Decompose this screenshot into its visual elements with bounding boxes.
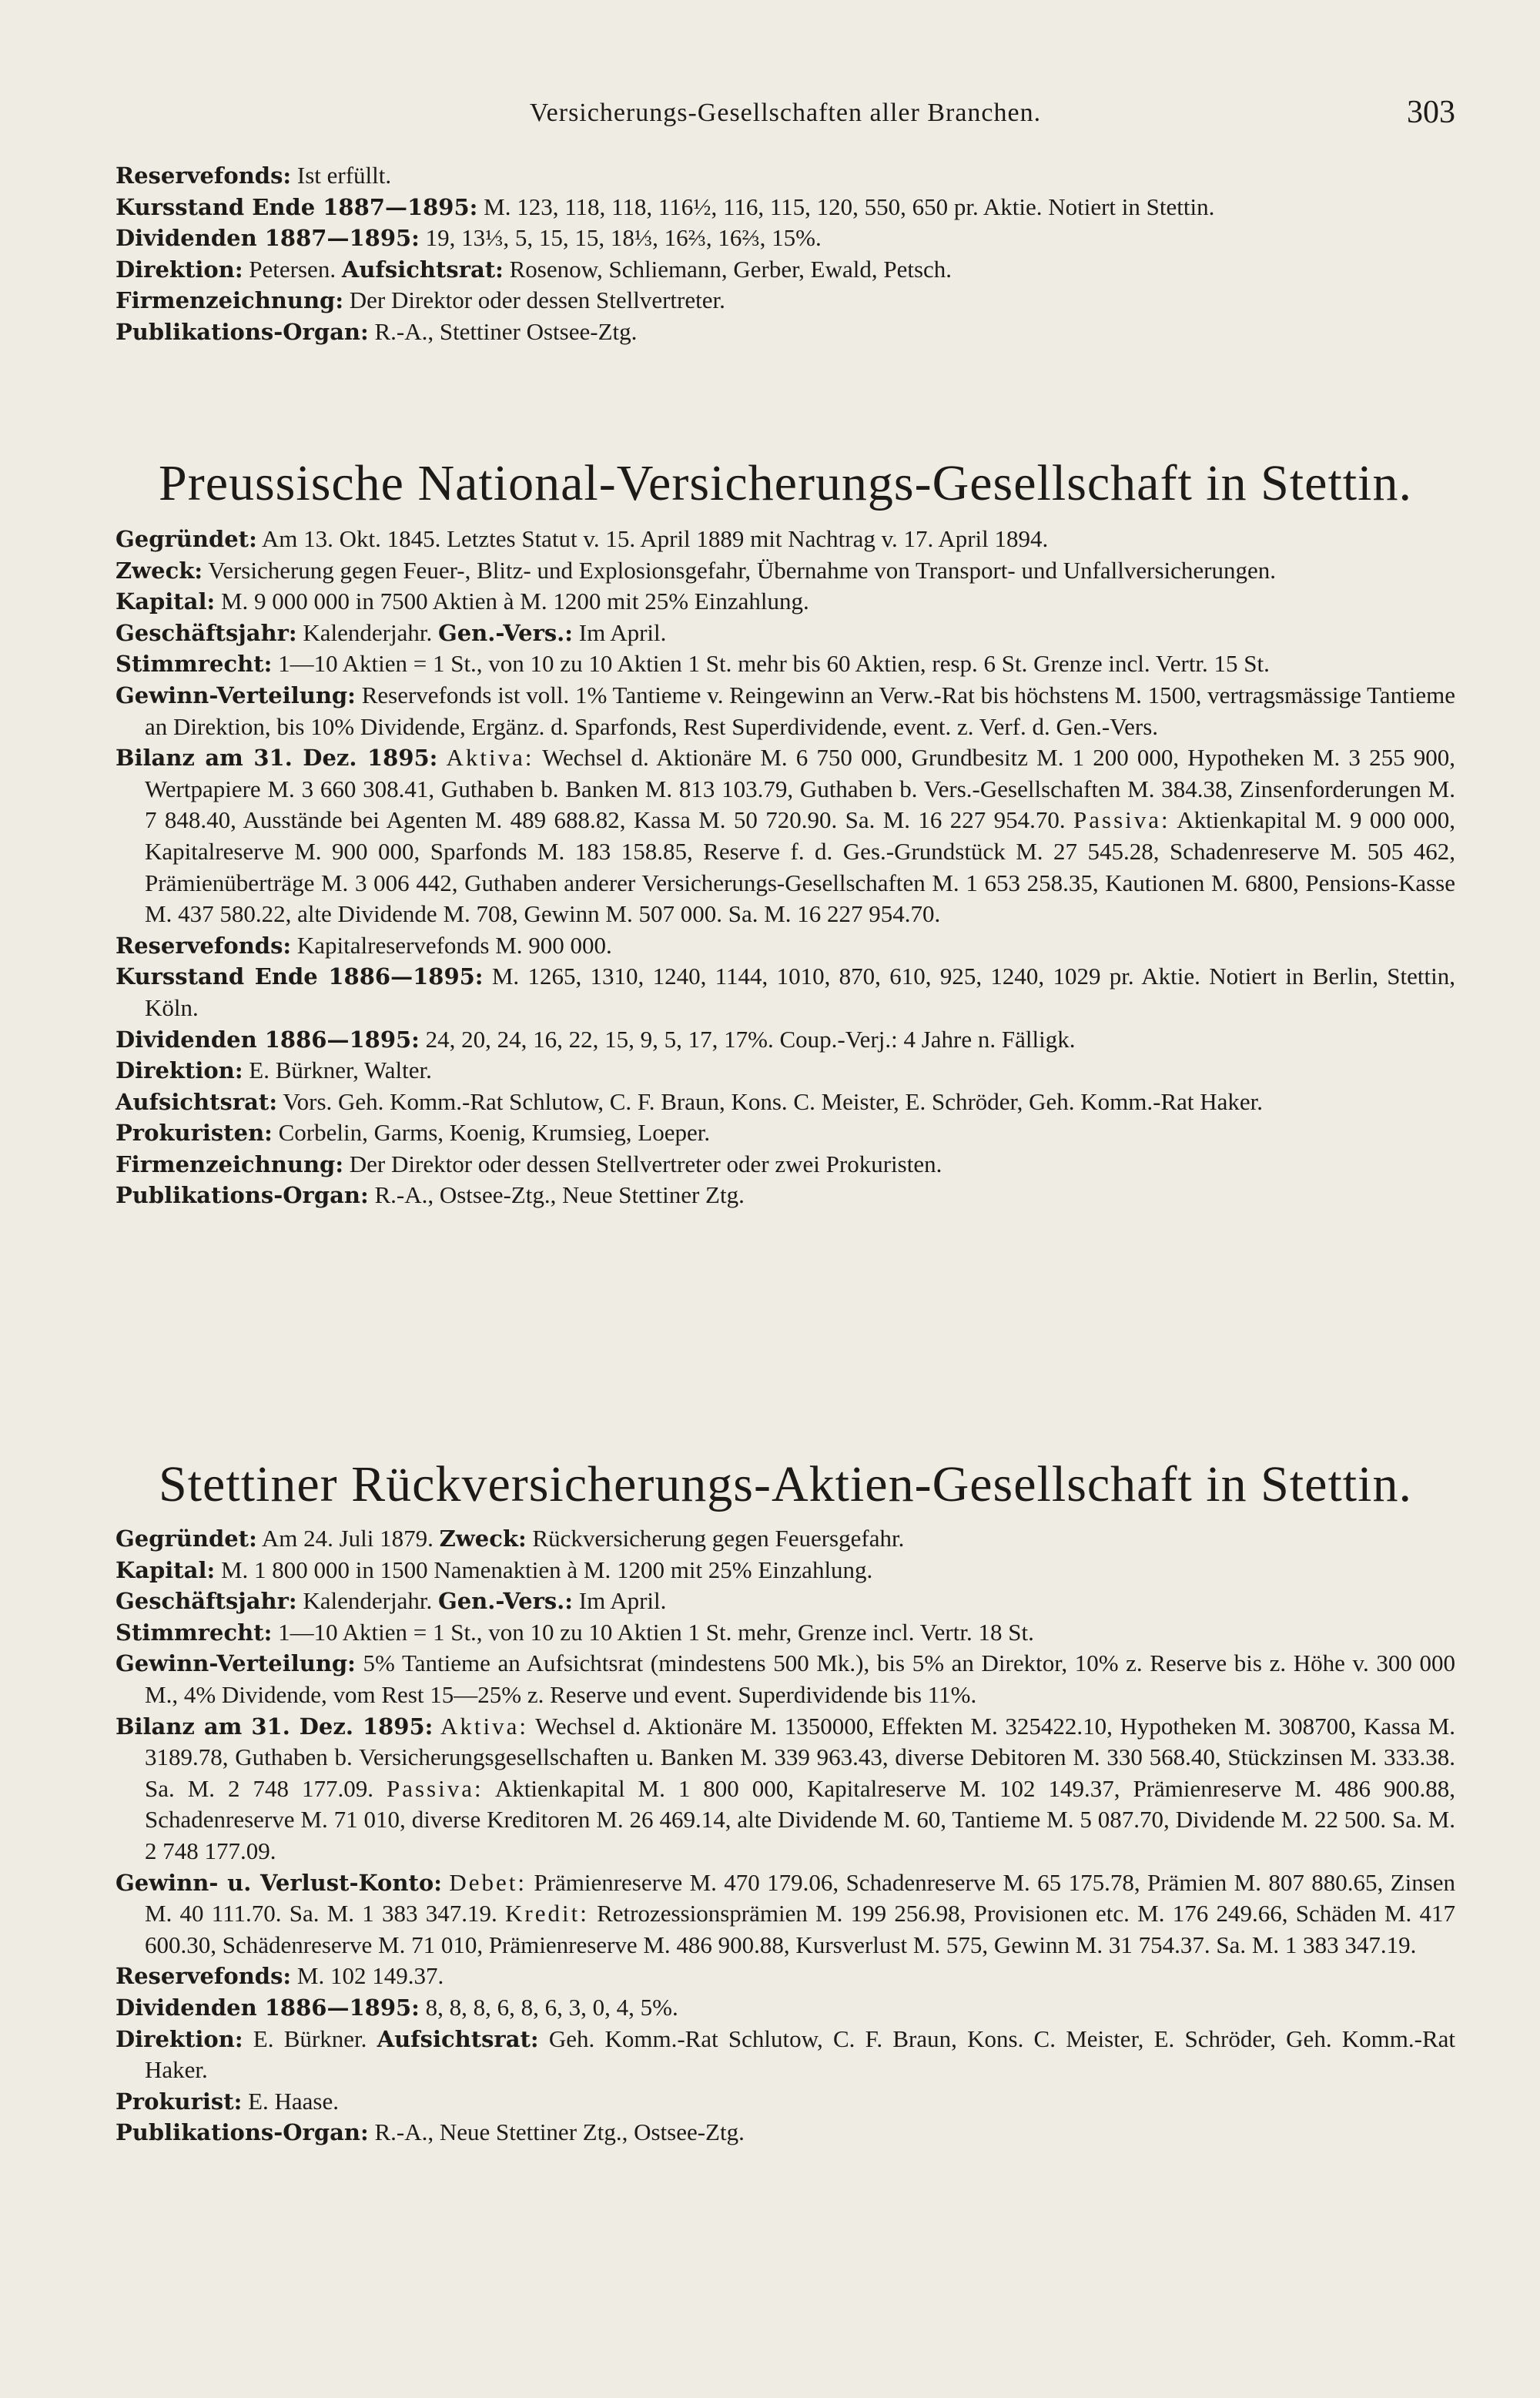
entry-bilanz [116, 742, 1455, 930]
entry-gewinn-verlust-konto [116, 1867, 1455, 1961]
entry-text: Am 24. Juli 1879. [261, 1525, 434, 1552]
entry-label-2: Aufsichtsrat: [341, 256, 504, 283]
entry-gegruendet [116, 1523, 1455, 1555]
entry-label: Gegründet: [116, 1526, 257, 1552]
aktiva-label: Aktiva: [446, 744, 534, 772]
entry-text: R.-A., Neue Stettiner Ztg., Ostsee-Ztg. [374, 2118, 745, 2146]
entry-text: R.-A., Stettiner Ostsee-Ztg. [374, 317, 638, 345]
entry-label: Kursstand Ende 1887—1895: [116, 193, 478, 220]
entry-text-2: Aktienkapital M. 1 800 000, Kapitalreserve M. 102 149.37, Prämienreserve M. 486 900.88, Schadenreserve M. 71 010, diverse Kreditoren M. 26 469.14, alte Dividende M. 60, Tantieme M. 5 087.70, Dividende M. 22 500. Sa. M. 2 748 177.09. [145, 1774, 1455, 1864]
passiva-label: Passiva: [1073, 806, 1170, 834]
entry-firmenzeichnung [116, 285, 1455, 316]
entry-label-2: Aufsichtsrat: [377, 2025, 539, 2052]
entry-label-2: Gen.-Vers.: [437, 619, 573, 646]
entry-label: Direktion: [116, 2025, 243, 2052]
entry-label: Reservefonds: [116, 162, 292, 189]
entry-prokuristen [116, 1117, 1455, 1149]
entry-text: Reservefonds ist voll. 1% Tantieme v. Reingewinn an Verw.-Rat bis höchstens M. 1500, vertragsmässige Tantieme an Direktion, bis 10% Dividende, Ergänz. d. Sparfonds, Rest Superdividende, event. z. Verf. d. Gen.-Vers. [145, 681, 1455, 740]
entry-text-2: Geh. Komm.-Rat Schlutow, C. F. Braun, Kons. C. Meister, E. Schröder, Geh. Komm.-Rat Haker. [145, 2025, 1456, 2084]
entry-zweck [116, 555, 1455, 587]
entry-text-2: Rosenow, Schliemann, Gerber, Ewald, Petsch. [509, 255, 952, 283]
entry-label: Reservefonds: [116, 1963, 292, 1990]
entry-text-2: Aktienkapital M. 9 000 000, Kapitalreserve M. 900 000, Sparfonds M. 183 158.85, Reserve f. d. Ges.-Grundstück M. 27 545.28, Schadenreserve M. 505 462, Prämienüberträge M. 3 006 442, Guthaben anderer Versicherungs-Gesellschaften M. 1 653 258.35, Kautionen M. 6800, Pensions-Kasse M. 437 580.22, alte Dividende M. 708, Gewinn M. 507 000. Sa. M. 16 227 954.70. [145, 806, 1456, 928]
entry-text: 24, 20, 24, 16, 22, 15, 9, 5, 17, 17%. Coup.-Verj.: 4 Jahre n. Fälligk. [425, 1025, 1076, 1053]
entry-prokurist [116, 2086, 1455, 2118]
entry-text: Der Direktor oder dessen Stellvertreter oder zwei Prokuristen. [349, 1150, 942, 1177]
entry-text-2: Im April. [578, 1587, 667, 1615]
entry-publikations-organ [116, 2117, 1455, 2148]
entry-label: Publikations-Organ: [116, 318, 369, 345]
entry-text: E. Bürkner. [253, 2025, 367, 2052]
running-header [116, 91, 1455, 137]
entry-dividenden [116, 1992, 1455, 2024]
kredit-label: Kredit: [505, 1900, 589, 1927]
entry-text: M. 102 149.37. [296, 1962, 444, 1990]
entry-gewinn-verteilung [116, 680, 1455, 742]
entry-label: Firmenzeichnung: [116, 1150, 344, 1177]
entry-label: Bilanz am 31. Dez. 1895: [116, 1713, 434, 1740]
entry-label: Kapital: [116, 1556, 216, 1583]
entry-label: Kursstand Ende 1886—1895: [116, 963, 484, 990]
entry-text: M. 9 000 000 in 7500 Aktien à M. 1200 mit 25% Einzahlung. [220, 588, 809, 615]
entry-text: Corbelin, Garms, Koenig, Krumsieg, Loeper. [278, 1119, 711, 1147]
entry-text: M. 1265, 1310, 1240, 1144, 1010, 870, 610, 925, 1240, 1029 pr. Aktie. Notiert in Berlin, Stettin, Köln. [145, 963, 1456, 1021]
entry-text: M. 123, 118, 118, 116½, 116, 115, 120, 550, 650 pr. Aktie. Notiert in Stettin. [484, 193, 1215, 220]
entry-text: E. Bürkner, Walter. [249, 1057, 432, 1084]
entry-text: 19, 13⅓, 5, 15, 15, 18⅓, 16⅔, 16⅔, 15%. [425, 224, 822, 252]
entry-label: Bilanz am 31. Dez. 1895: [116, 745, 438, 772]
company-title-preussische: Preussische National-Versicherungs-Gesellschaft in Stettin. [159, 455, 1412, 511]
carryover-section [116, 160, 1455, 348]
entry-label: Firmenzeichnung: [116, 287, 344, 314]
company1-section [116, 524, 1455, 1211]
entry-label: Geschäftsjahr: [116, 619, 297, 646]
entry-kapital [116, 1555, 1455, 1586]
entry-text-2: Im April. [578, 618, 667, 646]
entry-label: Prokuristen: [116, 1120, 273, 1147]
entry-reservefonds [116, 1961, 1455, 1992]
entry-label: Prokurist: [116, 2088, 243, 2115]
entry-text: Wechsel d. Aktionäre M. 1350000, Effekten M. 325422.10, Hypotheken M. 308700, Kassa M. 3189.78, Guthaben b. Versicherungsgesellschaften u. Banken M. 339 963.43, diverse Debitoren M. 330 568.40, Stückzinsen M. 333.38. Sa. M. 2 748 177.09. [145, 1712, 1456, 1802]
entry-bilanz [116, 1711, 1455, 1867]
entry-geschaeftsjahr [116, 618, 1455, 649]
entry-text: Prämienreserve M. 470 179.06, Schadenreserve M. 65 175.78, Prämien M. 807 880.65, Zinsen M. 40 111.70. Sa. M. 1 383 347.19. [145, 1868, 1456, 1927]
aktiva-label: Aktiva: [440, 1712, 529, 1740]
entry-kursstand [116, 961, 1455, 1023]
entry-text: E. Haase. [248, 2087, 340, 2115]
entry-label-2: Gen.-Vers.: [437, 1588, 573, 1615]
entry-kapital [116, 586, 1455, 618]
entry-text: M. 1 800 000 in 1500 Namenaktien à M. 1200 mit 25% Einzahlung. [220, 1556, 873, 1583]
entry-text: Kapitalreservefonds M. 900 000. [296, 931, 612, 959]
entry-direktion [116, 2024, 1455, 2086]
entry-text: 1—10 Aktien = 1 St., von 10 zu 10 Aktien 1 St. mehr bis 60 Aktien, resp. 6 St. Grenze incl. Vertr. 15 St. [278, 650, 1270, 678]
entry-publikations-organ [116, 1180, 1455, 1211]
entry-label: Gewinn-Verteilung: [116, 1650, 356, 1677]
entry-label: Gewinn-Verteilung: [116, 682, 356, 708]
entry-geschaeftsjahr [116, 1586, 1455, 1617]
entry-text: Am 13. Okt. 1845. Letztes Statut v. 15. April 1889 mit Nachtrag v. 17. April 1894. [261, 525, 1049, 552]
company-title-stettiner-rueckversicherung: Stettiner Rückversicherungs-Aktien-Gesellschaft in Stettin. [159, 1456, 1412, 1512]
page-number: 303 [1407, 95, 1455, 130]
entry-text: Petersen. [249, 255, 336, 283]
entry-direktion [116, 254, 1455, 286]
entry-gegruendet [116, 524, 1455, 555]
entry-label: Kapital: [116, 588, 216, 615]
entry-label: Dividenden 1886—1895: [116, 1026, 420, 1053]
entry-label: Dividenden 1887—1895: [116, 225, 420, 252]
entry-label: Gewinn- u. Verlust-Konto: [116, 1869, 442, 1896]
entry-reservefonds [116, 160, 1455, 192]
entry-text: Vors. Geh. Komm.-Rat Schlutow, C. F. Braun, Kons. C. Meister, E. Schröder, Geh. Komm.-Rat Haker. [283, 1087, 1264, 1115]
entry-text: Wechsel d. Aktionäre M. 6 750 000, Grundbesitz M. 1 200 000, Hypotheken M. 3 255 900, Wertpapiere M. 3 660 308.41, Guthaben b. Banken M. 813 103.79, Guthaben b. Vers.-Gesellschaften M. 384.38, Zinsenforderungen M. 7 848.40, Ausstände bei Agenten M. 489 688.82, Kassa M. 50 720.90. Sa. M. 16 227 954.70. [145, 744, 1455, 834]
entry-stimmrecht [116, 648, 1455, 680]
entry-text-2: Retrozessionsprämien M. 199 256.98, Provisionen etc. M. 176 249.66, Schäden M. 417 600.30, Schädenreserve M. 71 010, Prämienreserve M. 486 900.88, Kursverlust M. 575, Gewinn M. 31 754.37. Sa. M. 1 383 347.19. [145, 1900, 1456, 1958]
entry-label: Direktion: [116, 256, 243, 283]
entry-label: Publikations-Organ: [116, 2119, 369, 2146]
entry-label-2: Zweck: [439, 1526, 527, 1552]
running-title: Versicherungs-Gesellschaften aller Branchen. [529, 99, 1042, 127]
entry-text: R.-A., Ostsee-Ztg., Neue Stettiner Ztg. [374, 1181, 745, 1209]
entry-label: Stimmrecht: [116, 651, 273, 678]
entry-label: Direktion: [116, 1057, 243, 1084]
passiva-label: Passiva: [386, 1774, 484, 1802]
entry-direktion [116, 1055, 1455, 1087]
entry-gewinn-verteilung [116, 1648, 1455, 1710]
entry-text: Der Direktor oder dessen Stellvertreter. [349, 286, 725, 314]
entry-label: Gegründet: [116, 526, 257, 552]
entry-text: Kalenderjahr. [303, 618, 433, 646]
debet-label: Debet: [449, 1868, 527, 1896]
entry-dividenden [116, 1024, 1455, 1056]
entry-reservefonds [116, 930, 1455, 962]
entry-publikations-organ [116, 316, 1455, 348]
entry-aufsichtsrat [116, 1087, 1455, 1118]
entry-kursstand [116, 192, 1455, 223]
entry-firmenzeichnung [116, 1149, 1455, 1181]
entry-label: Geschäftsjahr: [116, 1588, 297, 1615]
entry-stimmrecht [116, 1617, 1455, 1649]
entry-text: 5% Tantieme an Aufsichtsrat (mindestens 500 Mk.), bis 5% an Direktor, 10% z. Reserve bis z. Höhe v. 300 000 M., 4% Dividende, vom Rest 15—25% z. Reserve und event. Superdividende bis 11%. [145, 1649, 1455, 1708]
company2-section [116, 1523, 1455, 2148]
entry-text: Ist erfüllt. [296, 162, 392, 189]
entry-dividenden [116, 223, 1455, 254]
entry-text-2: Rückversicherung gegen Feuersgefahr. [532, 1525, 905, 1552]
entry-text: Versicherung gegen Feuer-, Blitz- und Explosionsgefahr, Übernahme von Transport- und Unfallversicherungen. [208, 556, 1277, 584]
entry-label: Dividenden 1886—1895: [116, 1994, 420, 2021]
entry-text: 1—10 Aktien = 1 St., von 10 zu 10 Aktien 1 St. mehr, Grenze incl. Vertr. 18 St. [278, 1618, 1034, 1646]
entry-label: Stimmrecht: [116, 1619, 273, 1646]
entry-label: Aufsichtsrat: [116, 1088, 278, 1115]
entry-label: Zweck: [116, 557, 203, 584]
entry-text: Kalenderjahr. [303, 1587, 433, 1615]
entry-label: Publikations-Organ: [116, 1182, 369, 1209]
entry-text: 8, 8, 8, 6, 8, 6, 3, 0, 4, 5%. [425, 1993, 678, 2021]
entry-label: Reservefonds: [116, 932, 292, 959]
